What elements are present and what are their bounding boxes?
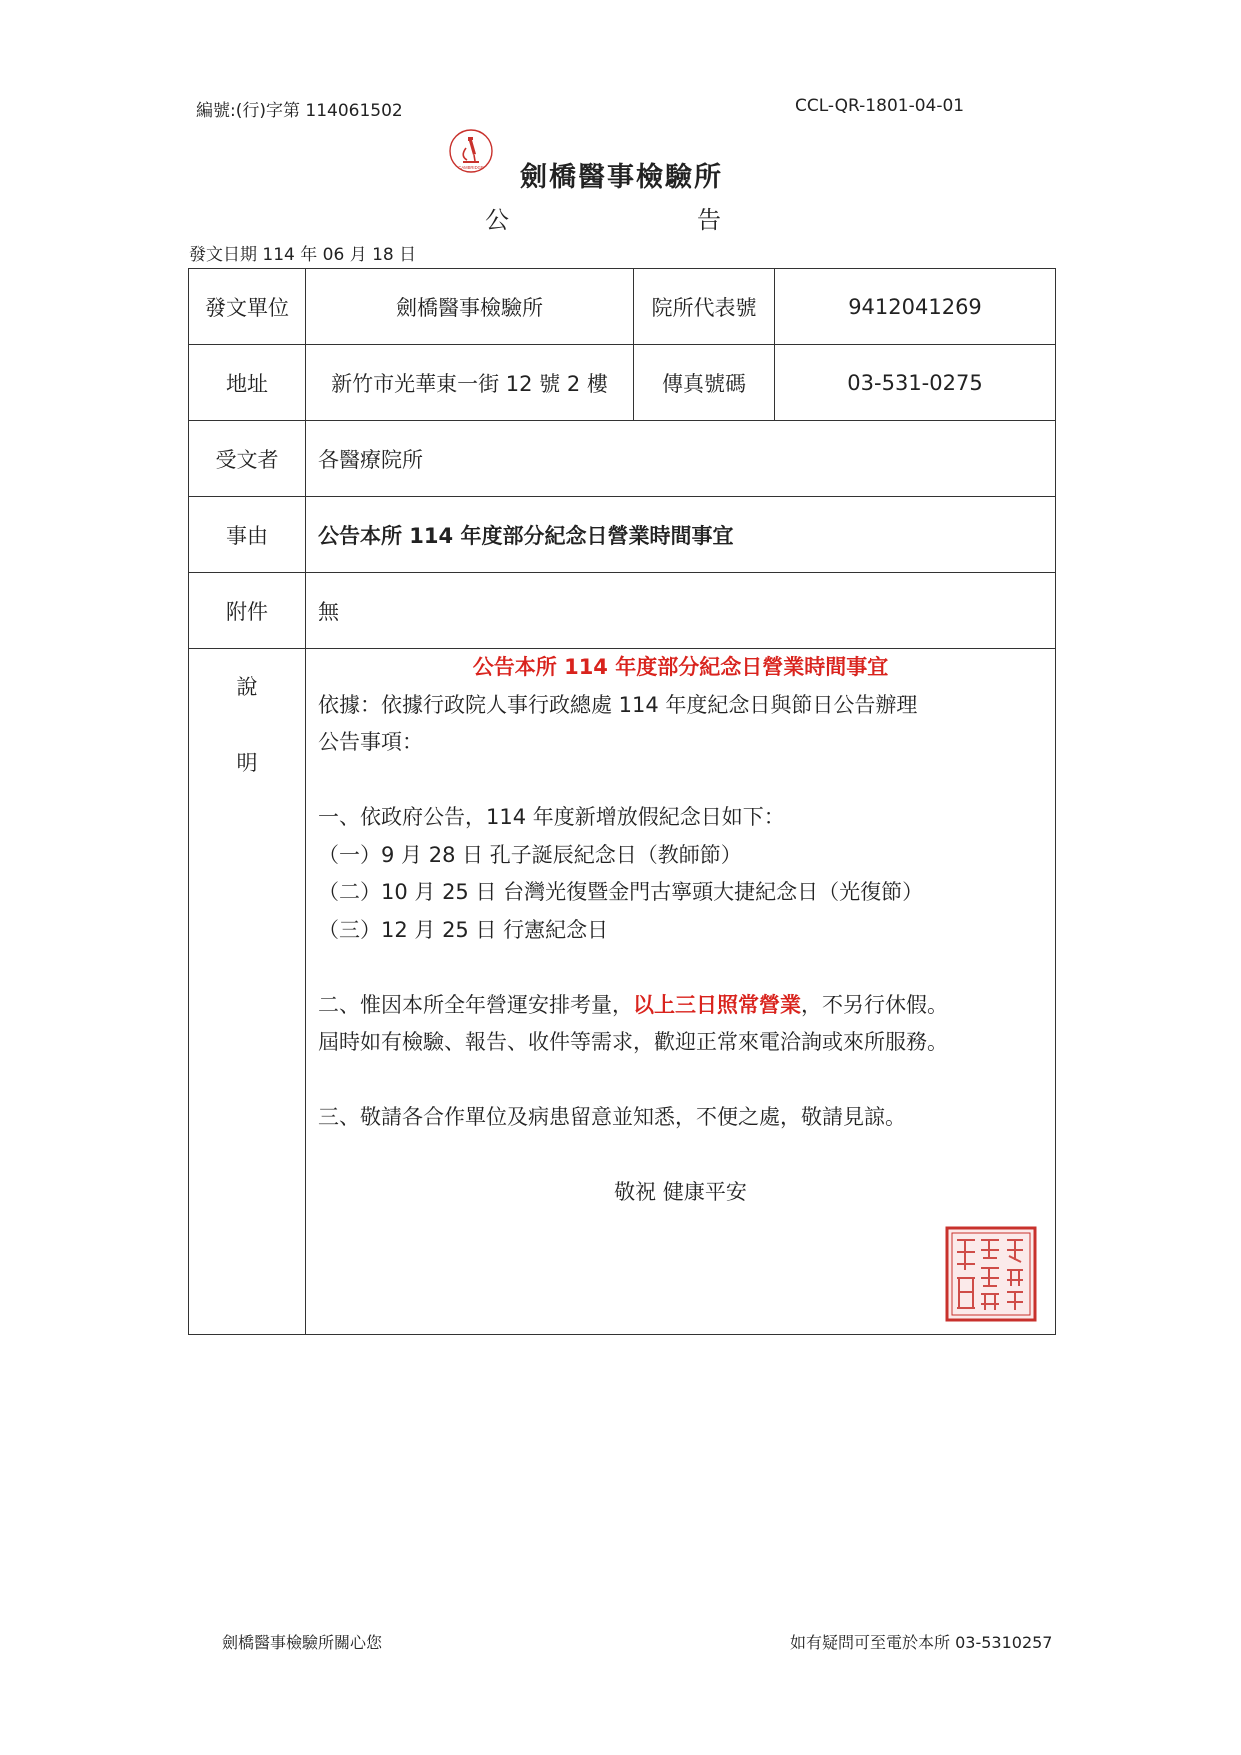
subject-value: 公告本所 114 年度部分紀念日營業時間事宜 <box>306 497 1056 573</box>
items-heading: 公告事項： <box>318 730 423 754</box>
footer-left: 劍橋醫事檢驗所關心您 <box>222 1633 383 1652</box>
point-2-prefix: 二、惟因本所全年營運安排考量， <box>318 992 633 1017</box>
point-2-line-2: 屆時如有檢驗、報告、收件等需求，歡迎正常來電洽詢或來所服務。 <box>318 1030 948 1054</box>
basis-line: 依據：依據行政院人事行政總處 114 年度紀念日與節日公告辦理 <box>318 692 918 717</box>
attachment-value: 無 <box>306 573 1056 649</box>
microscope-logo-icon <box>448 128 494 174</box>
fax-label: 傳真號碼 <box>634 345 775 421</box>
sub-item-2: （二）10 月 25 日 台灣光復暨金門古寧頭大捷紀念日（光復節） <box>318 880 924 904</box>
description-label-char-1: 說 <box>236 675 258 699</box>
recipient-value: 各醫療院所 <box>306 421 1056 497</box>
description-body <box>306 649 1056 1335</box>
table-row <box>189 421 1056 497</box>
sender-value: 劍橋醫事檢驗所 <box>306 269 634 345</box>
table-row <box>189 269 1056 345</box>
sub-item-1: （一）9 月 28 日 孔子誕辰紀念日（教師節） <box>318 842 742 867</box>
announcement-table <box>188 268 1056 1335</box>
notice-title-char-1: 公 <box>485 206 509 234</box>
attachment-label: 附件 <box>189 573 306 649</box>
closing-greeting: 敬祝 健康平安 <box>614 1180 747 1204</box>
subject-label: 事由 <box>189 497 306 573</box>
description-label-char-2: 明 <box>236 751 258 775</box>
table-row <box>189 573 1056 649</box>
table-row <box>189 497 1056 573</box>
sender-label: 發文單位 <box>189 269 306 345</box>
fax-value: 03-531-0275 <box>775 345 1056 421</box>
issue-date: 發文日期 114 年 06 月 18 日 <box>189 245 417 265</box>
form-code: CCL-QR-1801-04-01 <box>795 96 965 116</box>
table-row <box>189 345 1056 421</box>
description-title: 公告本所 114 年度部分紀念日營業時間事宜 <box>472 655 889 679</box>
code-label: 院所代表號 <box>634 269 775 345</box>
point-2-emphasis: 以上三日照常營業 <box>633 992 801 1017</box>
footer-right: 如有疑問可至電於本所 03-5310257 <box>790 1633 1053 1652</box>
logo-text: CAMBRIDGE <box>458 165 484 170</box>
code-value: 9412041269 <box>775 269 1056 345</box>
recipient-label: 受文者 <box>189 421 306 497</box>
address-label: 地址 <box>189 345 306 421</box>
point-3: 三、敬請各合作單位及病患留意並知悉，不便之處，敬請見諒。 <box>318 1105 906 1129</box>
point-1: 一、依政府公告，114 年度新增放假紀念日如下： <box>318 805 785 829</box>
table-row <box>189 649 1056 1335</box>
sub-item-3: （三）12 月 25 日 行憲紀念日 <box>318 917 609 942</box>
document-number: 編號:(行)字第 114061502 <box>196 101 403 121</box>
org-title: 劍橋醫事檢驗所 <box>520 162 723 193</box>
red-seal-stamp-icon <box>945 1226 1037 1322</box>
notice-title-char-2: 告 <box>697 206 721 234</box>
point-2 <box>318 987 1043 1025</box>
description-label <box>189 649 306 1335</box>
point-2-suffix: ，不另行休假。 <box>801 992 948 1017</box>
address-value: 新竹市光華東一街 12 號 2 樓 <box>306 345 634 421</box>
